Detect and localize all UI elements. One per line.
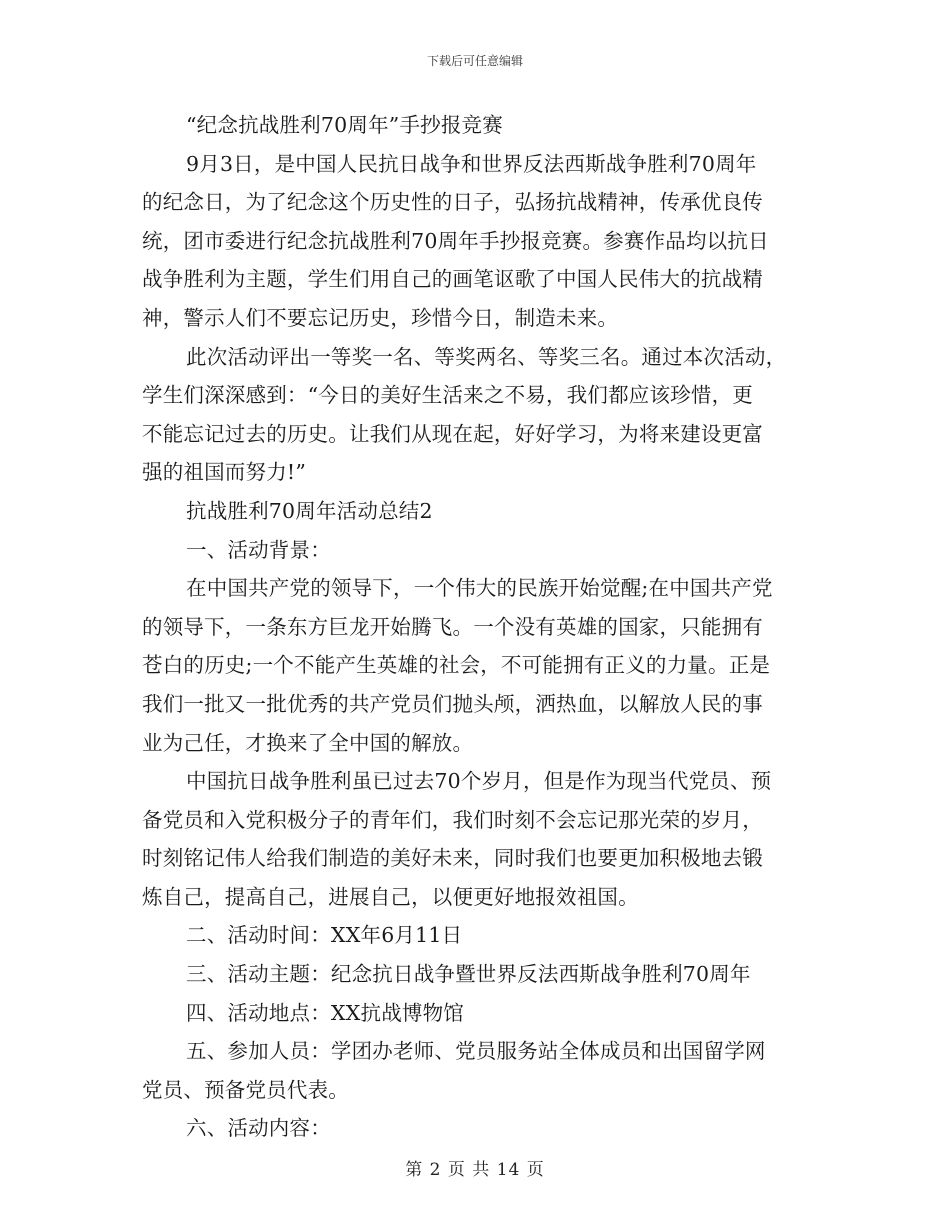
paragraph-line: 学生们深深感到：“今日的美好生活来之不易，我们都应该珍惜，更: [142, 383, 753, 408]
list-item: 三、活动主题：纪念抗日战争暨世界反法西斯战争胜利70周年: [186, 962, 751, 987]
paragraph-line: 苍白的历史;一个不能产生英雄的社会，不可能拥有正义的力量。正是: [142, 653, 771, 678]
paragraph-line: 神，警示人们不要忘记历史，珍惜今日，制造未来。: [142, 305, 619, 330]
paragraph-line: 的纪念日，为了纪念这个历史性的日子，弘扬抗战精神，传承优良传: [142, 190, 763, 215]
section-heading: 抗战胜利70周年活动总结2: [186, 498, 433, 523]
paragraph-line: 中国抗日战争胜利虽已过去70个岁月，但是作为现当代党员、预: [186, 769, 772, 794]
paragraph-line: 的领导下，一条东方巨龙开始腾飞。一个没有英雄的国家，只能拥有: [142, 614, 763, 639]
paragraph-line: 我们一批又一批优秀的共产党员们抛头颅，洒热血，以解放人民的事: [142, 691, 763, 716]
paragraph-line: 统，团市委进行纪念抗战胜利70周年手抄报竞赛。参赛作品均以抗日: [142, 228, 769, 253]
paragraph-line: 业为己任，才换来了全中国的解放。: [142, 730, 474, 755]
page-footer: 第 2 页 共 14 页: [405, 1160, 545, 1180]
list-item-continuation: 党员、预备党员代表。: [142, 1077, 349, 1102]
paragraph-line: 不能忘记过去的历史。让我们从现在起，好好学习，为将来建设更富: [142, 421, 763, 446]
paragraph-line: 强的祖国而努力!”: [142, 460, 307, 485]
list-item: 六、活动内容：: [186, 1116, 331, 1141]
paragraph-line: 在中国共产党的领导下，一个伟大的民族开始觉醒;在中国共产党: [186, 576, 773, 601]
paragraph-line: 战争胜利为主题，学生们用自己的画笔讴歌了中国人民伟大的抗战精: [142, 267, 763, 292]
contest-title: “纪念抗战胜利70周年”手抄报竞赛: [186, 113, 503, 137]
page-header: 下载后可任意编辑: [426, 54, 523, 68]
paragraph-line: 备党员和入党积极分子的青年们，我们时刻不会忘记那光荣的岁月，: [142, 807, 763, 832]
list-item: 五、参加人员：学团办老师、党员服务站全体成员和出国留学网: [186, 1039, 766, 1064]
list-item-heading: 一、活动背景：: [186, 537, 331, 562]
paragraph-line: 时刻铭记伟人给我们制造的美好未来，同时我们也要更加积极地去锻: [142, 846, 763, 871]
list-item: 四、活动地点：XX抗战博物馆: [186, 1000, 464, 1025]
paragraph-line: 炼自己，提高自己，进展自己，以便更好地报效祖国。: [142, 884, 639, 909]
document-body: [142, 106, 808, 1148]
paragraph-line: 此次活动评出一等奖一名、等奖两名、等奖三名。通过本次活动，: [186, 344, 787, 369]
paragraph-line: 9月3日，是中国人民抗日战争和世界反法西斯战争胜利70周年: [186, 151, 757, 176]
list-item: 二、活动时间：XX年6月11日: [186, 923, 463, 948]
